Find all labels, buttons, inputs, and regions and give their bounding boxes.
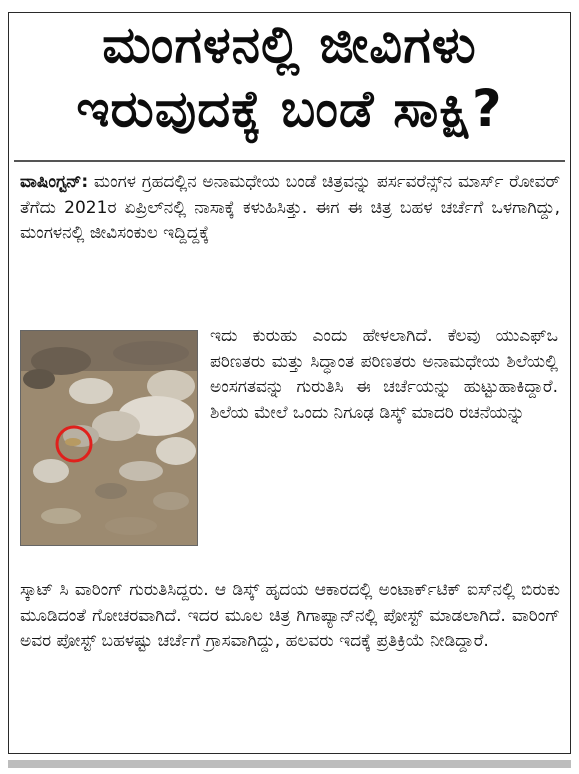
paragraph-1	[20, 170, 560, 247]
dateline: ವಾಷಿಂಗ್ಟನ್:	[20, 172, 89, 192]
headline-divider	[14, 160, 565, 162]
paragraph-3: ಸ್ಕಾಟ್ ಸಿ ವಾರಿಂಗ್ ಗುರುತಿಸಿದ್ದರು. ಆ ಡಿಸ್ಕ್ ಹೃದಯ ಆಕಾರದಲ್ಲಿ ಅಂಟಾರ್ಕ್‌ಟಿಕ್ ಐಸ್‌ನಲ್ಲಿ ಬಿರುಕು ಮೂಡಿದಂತೆ ಗೋಚರವಾಗಿದೆ. ಇದರ ಮೂಲ ಚಿತ್ರ ಗಿಗಾಪ್ಯಾನ್‌ನಲ್ಲಿ ಪೋಸ್ಟ್ ಮಾಡಲಾಗಿದೆ. ವಾರಿಂಗ್ ಅವರ ಪೋಸ್ಟ್ ಬಹಳಷ್ಟು ಚರ್ಚೆಗೆ ಗ್ರಾಸವಾಗಿದ್ದು, ಹಲವರು ಇದಕ್ಕೆ ಪ್ರತಿಕ್ರಿಯೆ ನೀಡಿದ್ದಾರೆ.	[20, 580, 560, 651]
footer-bar	[8, 760, 571, 768]
mars-rock-photo	[20, 330, 198, 546]
paragraph-2: ಇದು ಕುರುಹು ಎಂದು ಹೇಳಲಾಗಿದೆ. ಕೆಲವು ಯುಎಫ್‌ಒ ಪರಿಣತರು ಮತ್ತು ಸಿದ್ಧಾಂತ ಪರಿಣತರು ಅನಾಮಧೇಯ ಶಿಲೆಯಲ್ಲಿ ಅಂಸಗತವನ್ನು ಗುರುತಿಸಿ ಈ ಚರ್ಚೆಯನ್ನು ಹುಟ್ಟುಹಾಕಿದ್ದಾರೆ. ಶಿಲೆಯ ಮೇಲೆ ಒಂದು ನಿಗೂಢ ಡಿಸ್ಕ್ ಮಾದರಿ ರಚನೆಯನ್ನು	[210, 326, 558, 423]
paragraph-1-text: ಮಂಗಳ ಗ್ರಹದಲ್ಲಿನ ಅನಾಮಧೇಯ ಬಂಡೆ ಚಿತ್ರವನ್ನು ಪರ್ಸವರೆನ್ಸ್‌ನ ಮಾರ್ಸ್ ರೋವರ್ ತೆಗೆದು 2021ರ ಏಪ್ರಿಲ್‌ನಲ್ಲಿ ನಾಸಾಕ್ಕೆ ಕಳುಹಿಸಿತ್ತು. ಈಗ ಈ ಚಿತ್ರ ಬಹಳ ಚರ್ಚೆಗೆ ಒಳಗಾಗಿದ್ದು, ಮಂಗಳನಲ್ಲಿ ಜೀವಿಸಂಕುಲ ಇದ್ದಿದ್ದಕ್ಕೆ	[20, 172, 561, 243]
headline	[12, 14, 567, 142]
headline-line-1: ಮಂಗಳನಲ್ಲಿ ಜೀವಿಗಳು	[102, 16, 477, 75]
mars-rock-illustration	[21, 331, 197, 545]
headline-line-2: ಇರುವುದಕ್ಕೆ ಬಂಡೆ ಸಾಕ್ಷಿ?	[76, 80, 503, 139]
